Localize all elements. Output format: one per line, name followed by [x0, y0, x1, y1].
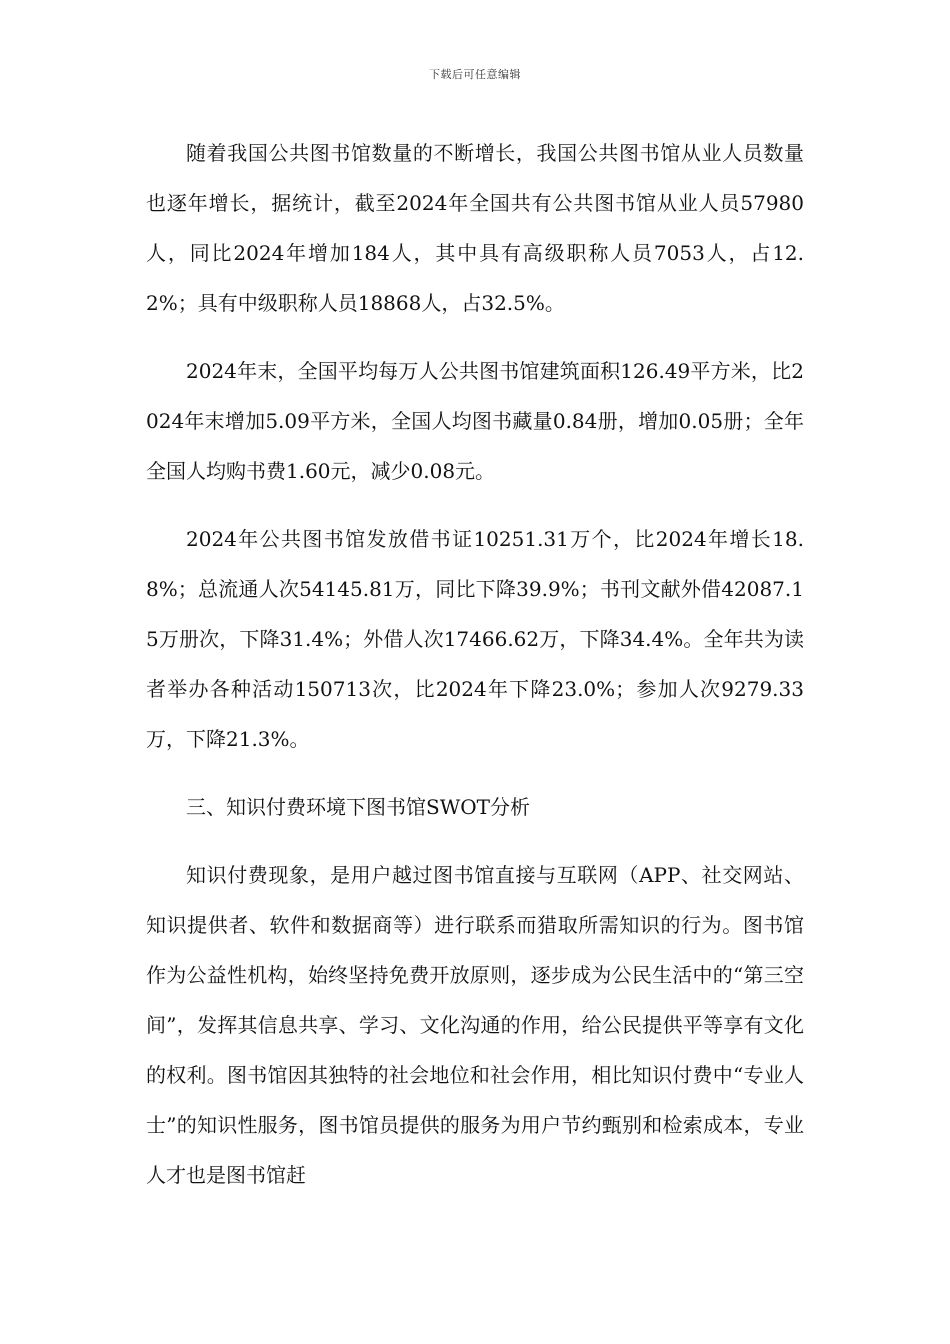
document-body	[146, 128, 804, 1200]
paragraph-knowledge-payment: 知识付费现象，是用户越过图书馆直接与互联网（APP、社交网站、知识提供者、软件和数据商等）进行联系而猎取所需知识的行为。图书馆作为公益性机构，始终坚持免费开放原则，逐步成为公民生活中的“第三空间”，发挥其信息共享、学习、文化沟通的作用，给公民提供平等享有文化的权利。图书馆因其独特的社会地位和社会作用，相比知识付费中“专业人士”的知识性服务，图书馆员提供的服务为用户节约甄别和检索成本，专业人才也是图书馆赶	[146, 863, 804, 1187]
paragraph-building-area: 2024年末，全国平均每万人公共图书馆建筑面积126.49平方米，比2024年末增加5.09平方米，全国人均图书藏量0.84册，增加0.05册；全年全国人均购书费1.60元，减少0.08元。	[146, 359, 804, 483]
paragraph-circulation: 2024年公共图书馆发放借书证10251.31万个，比2024年增长18.8%；总流通人次54145.81万，同比下降39.9%；书刊文献外借42087.15万册次，下降31.4%；外借人次17466.62万，下降34.4%。全年共为读者举办各种活动150713次，比2024年下降23.0%；参加人次9279.33万，下降21.3%。	[146, 527, 804, 751]
paragraph-staff-statistics: 随着我国公共图书馆数量的不断增长，我国公共图书馆从业人员数量也逐年增长，据统计，截至2024年全国共有公共图书馆从业人员57980人，同比2024年增加184人，其中具有高级职称人员7053人，占12.2%；具有中级职称人员18868人，占32.5%。	[146, 141, 804, 315]
page-header-note: 下载后可任意编辑	[429, 68, 521, 81]
section-heading-swot: 三、知识付费环境下图书馆SWOT分析	[186, 795, 530, 819]
